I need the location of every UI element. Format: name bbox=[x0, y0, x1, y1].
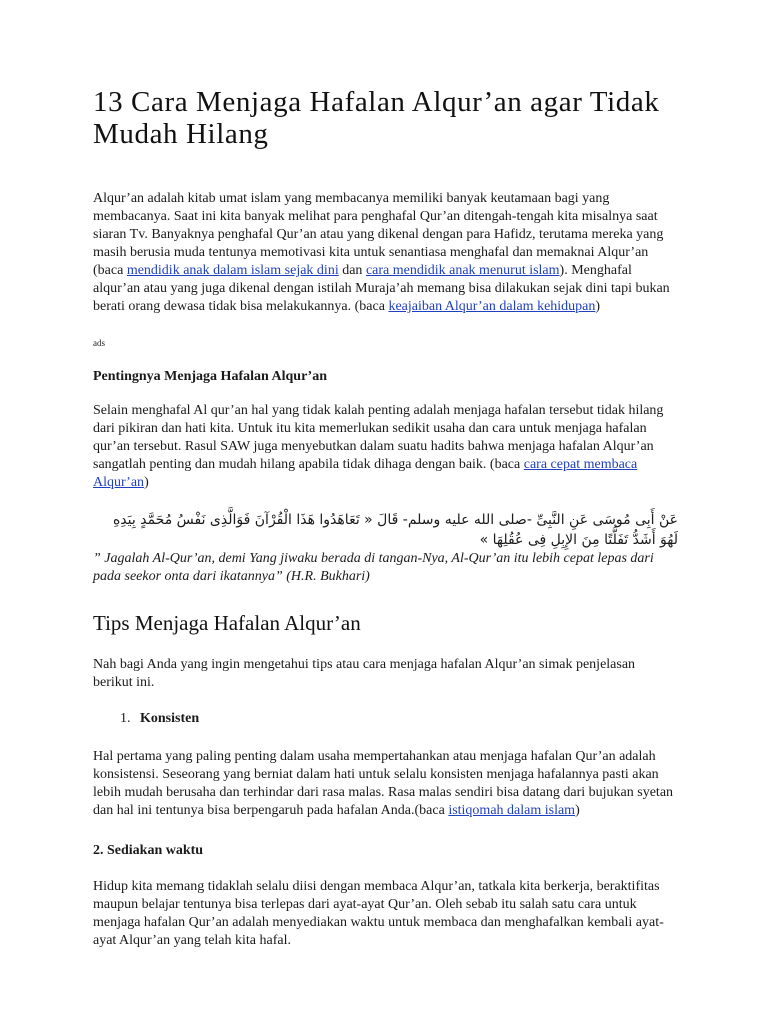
tips-intro: Nah bagi Anda yang ingin mengetahui tips atau cara menjaga hafalan Alqur’an simak penjelasan berikut ini. bbox=[93, 657, 636, 690]
intro-paragraph bbox=[93, 190, 678, 316]
list-label: Konsisten bbox=[140, 711, 200, 726]
section-heading-sediakan-waktu: 2. Sediakan waktu bbox=[93, 843, 204, 858]
list-number: 1. bbox=[120, 711, 131, 726]
section-heading-tips: Tips Menjaga Hafalan Alqur’an bbox=[93, 611, 361, 635]
arabic-hadith: عَنْ أَبِى مُوسَى عَنِ النَّبِىِّ -صلى الله عليه وسلم- قَالَ « تَعَاهَدُوا هَذَا الْقُرْآنَ فَوَالَّذِى نَفْسُ مُحَمَّدٍ بِيَدِهِ لَهُوَ أَشَدُّ تَفَلُّتًا مِنَ الإِبِلِ فِى عُقُلِهَا » bbox=[112, 512, 678, 548]
hadith-translation: ” Jagalah Al-Qur’an, demi Yang jiwaku berada di tangan-Nya, Al-Qur’an itu lebih cepat lepas dari pada seekor onta dari ikatannya” (H.R. Bukhari) bbox=[93, 551, 654, 584]
konsisten-text-2: ) bbox=[575, 803, 580, 818]
list-item-konsisten bbox=[93, 710, 678, 728]
intro-text-1: Alqur’an adalah kitab umat islam yang membacanya memiliki banyak keutamaan bagi yang membacanya. Saat ini kita banyak melihat para penghafal Qur’an ditengah-tengah kita misalnya saat siaran Tv. Banyaknya penghafal Qur’an atau yang dikenal dengan para Hafidz, terutama mereka yang masih berusia muda tentunya memotivasi kita untuk senantiasa menghafal dan memaknai Alqur’an (baca bbox=[93, 191, 664, 278]
article-title: 13 Cara Menjaga Hafalan Alqur’an agar Tidak Mudah Hilang bbox=[93, 86, 660, 150]
konsisten-text-1: Hal pertama yang paling penting dalam usaha mempertahankan atau menjaga hafalan Qur’an adalah konsistensi. Seseorang yang berniat dalam hati untuk selalu konsisten menjaga hafalannya pasti akan lebih mudah berusaha dan terhindar dari rasa malas. Rasa malas sendiri bisa datang dari bujukan syetan dan hal ini tentunya bisa berpengaruh pada hafalan Anda.(baca bbox=[93, 749, 674, 818]
sediakan-waktu-paragraph: Hidup kita memang tidaklah selalu diisi dengan membaca Alqur’an, tatkala kita berkerja, beraktifitas maupun belajar tentunya bisa terlepas dari ayat-ayat Qur’an. Oleh sebab itu salah satu cara untuk menjaga hafalan Qur’an adalah menyediakan waktu untuk membaca dan menghafalkan kembali ayat-ayat Alqur’an yang telah kita hafal. bbox=[93, 879, 664, 948]
article-content bbox=[93, 86, 678, 950]
link-mendidik-anak-dini[interactable]: mendidik anak dalam islam sejak dini bbox=[126, 263, 339, 278]
link-keajaiban-alquran[interactable]: keajaiban Alqur’an dalam kehidupan bbox=[388, 299, 596, 314]
link-cara-mendidik-anak[interactable]: cara mendidik anak menurut islam bbox=[365, 263, 560, 278]
section1-text-1: Selain menghafal Al qur’an hal yang tidak kalah penting adalah menjaga hafalan tersebut tidak hilang dari pikiran dan hati kita. Untuk itu kita memerlukan sedikit usaha dan cara untuk menjaga hafalan qur’an tersebut. Rasul SAW juga menyebutkan dalam suatu hadits bahwa menjaga hafalan Alqur’an sangatlah penting dan mudah hilang apabila tidak dihaga dengan baik. (baca bbox=[93, 403, 664, 472]
section-heading-pentingnya: Pentingnya Menjaga Hafalan Alqur’an bbox=[93, 369, 327, 384]
intro-text-2: dan bbox=[338, 263, 366, 278]
intro-text-4: ) bbox=[595, 299, 601, 314]
link-cara-cepat-membaca[interactable]: cara cepat membaca Alqur’an bbox=[93, 457, 638, 490]
intro-text-3: ). Menghafal alqur’an atau yang juga dikenal dengan istilah Muraja’ah memang bisa dilakukan sejak dini tapi bukan berati orang dewasa tidak bisa melakukannya. (baca bbox=[93, 263, 670, 314]
section1-paragraph bbox=[93, 402, 678, 492]
konsisten-paragraph bbox=[93, 748, 678, 820]
section1-text-2: ) bbox=[144, 475, 149, 490]
link-istiqomah[interactable]: istiqomah dalam islam bbox=[448, 803, 576, 818]
ads-label: ads bbox=[93, 338, 105, 348]
